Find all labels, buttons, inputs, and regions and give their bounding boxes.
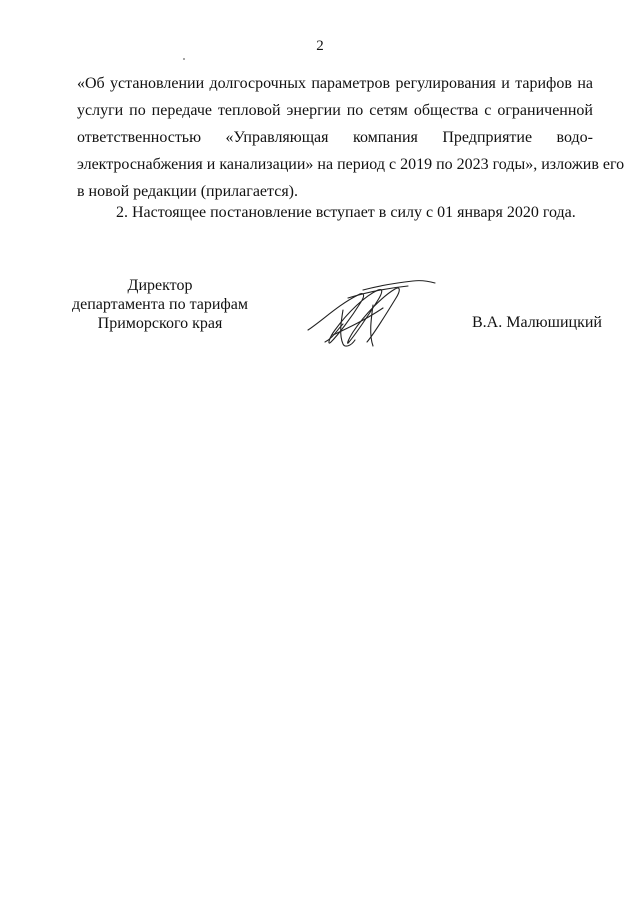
paragraph-1-line: ответственностью «Управляющая компания Предприятие водо- — [77, 129, 593, 146]
signer-name: В.А. Малюшицкий — [472, 314, 602, 331]
signatory-title-line: Директор — [127, 277, 193, 294]
paragraph-1-line: услуги по передаче тепловой энергии по сетям общества с ограниченной — [77, 102, 593, 119]
signatory-title-line: департамента по тарифам — [71, 296, 249, 313]
paragraph-1 — [77, 70, 625, 205]
scan-speck — [183, 58, 185, 60]
paragraph-1-line: «Об установлении долгосрочных параметров регулирования и тарифов на — [77, 75, 593, 92]
page-number: 2 — [316, 38, 324, 54]
handwritten-signature — [303, 280, 438, 350]
signatory-title-line: Приморского края — [97, 315, 223, 332]
paragraph-1-line: электроснабжения и канализации» на период с 2019 по 2023 годы», изложив его — [77, 156, 625, 173]
paragraph-1-line: в новой редакции (прилагается). — [77, 183, 298, 200]
signatory-title — [60, 276, 260, 333]
paragraph-2: 2. Настоящее постановление вступает в силу с 01 января 2020 года. — [116, 204, 576, 221]
